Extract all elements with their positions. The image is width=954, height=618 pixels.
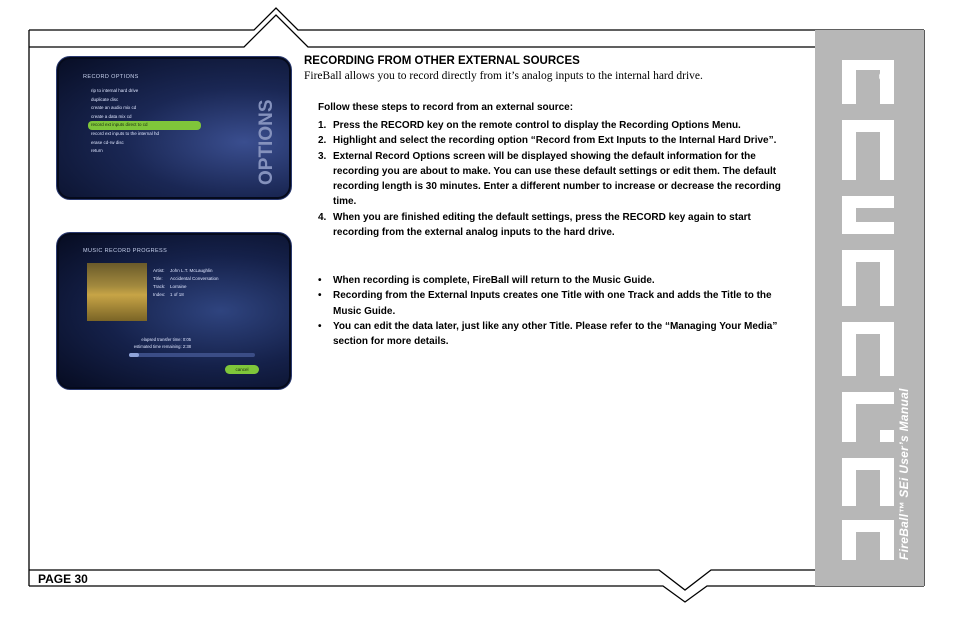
menu-item: erase cd-rw disc	[91, 139, 124, 145]
note-item: • When recording is complete, FireBall will return to the Music Guide.	[318, 275, 655, 286]
intro-paragraph: FireBall allows you to record directly from it’s analog inputs to the internal hard drive.	[304, 70, 703, 82]
section-heading: RECORDING FROM OTHER EXTERNAL SOURCES	[304, 55, 580, 67]
options-watermark	[253, 87, 279, 187]
record-options-title: RECORD OPTIONS	[83, 74, 139, 80]
meta-row: Index: 1 of 18	[153, 292, 184, 297]
menu-item: rip to internal hard drive	[91, 88, 139, 93]
step-item: 4. When you are finished editing the default settings, press the RECORD key again to start recording from the external analog inputs to the hard drive.	[318, 211, 751, 239]
remaining-time: estimated time remaining: 2:38	[133, 344, 191, 349]
transfer-times	[101, 336, 191, 350]
track-metadata	[153, 267, 219, 299]
meta-row: Artist: John L.T. McLaughlin	[153, 268, 213, 273]
note-item: • You can edit the data later, just like any other Title. Please refer to the “Managing Your Media” section for more details.	[318, 320, 778, 348]
escient-logo-icon	[838, 54, 898, 566]
options-word: OPTIONS	[256, 99, 277, 185]
step-item: 2. Highlight and select the recording option “Record from Ext Inputs to the Internal Hard Drive”.	[318, 135, 777, 147]
step-item: 1. Press the RECORD key on the remote control to display the Recording Options Menu.	[318, 120, 741, 131]
menu-item-selected: record ext inputs direct to cd	[88, 121, 201, 130]
music-record-progress-screenshot	[56, 232, 292, 390]
menu-item: return	[91, 148, 103, 154]
progress-title: MUSIC RECORD PROGRESS	[83, 248, 168, 254]
record-progress-bar	[129, 353, 255, 357]
meta-row: Title: Accidental Conversation	[153, 276, 219, 281]
record-options-menu	[88, 87, 258, 156]
menu-item: create a data mix cd	[91, 113, 132, 119]
registered-mark: ®	[877, 68, 892, 86]
step-item: 3. External Record Options screen will be displayed showing the default information for the recording you are about to make. You can use these default settings or edit them. The default recording length is 30 minutes. Enter a different number to increase or decrease the recording time.	[318, 150, 781, 208]
record-options-screenshot	[56, 56, 292, 200]
menu-item: create an audio mix cd	[91, 105, 137, 111]
steps-list	[318, 118, 798, 240]
manual-title: FireBall™ SEi User’s Manual	[897, 388, 911, 560]
cancel-button: cancel	[225, 365, 259, 374]
progress-fill	[129, 353, 139, 357]
menu-item: record ext inputs to the internal hd	[91, 130, 160, 136]
album-art	[87, 263, 147, 321]
note-item: • Recording from the External Inputs creates one Title with one Track and adds the Title to the Music Guide.	[318, 290, 772, 317]
menu-item: duplicate disc	[91, 96, 119, 102]
notes-list	[318, 273, 798, 349]
meta-row: Track: Lorraine	[153, 284, 187, 289]
steps-lead: Follow these steps to record from an external source:	[318, 102, 574, 113]
elapsed-time: elapsed transfer time: 0:05	[141, 337, 191, 342]
page-number: PAGE 30	[38, 572, 88, 586]
